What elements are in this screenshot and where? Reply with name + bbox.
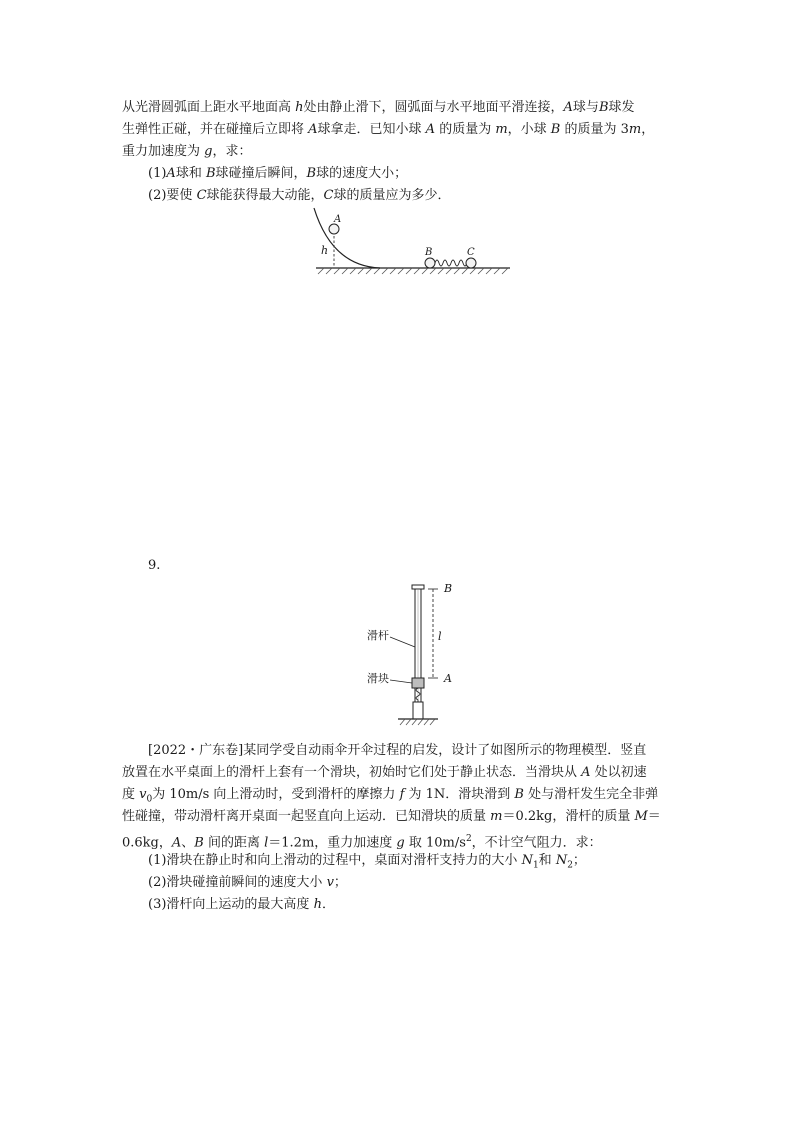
ground [316,268,510,274]
label-rod: 滑杆 [367,629,389,642]
label-b: B [425,247,433,258]
rod-cap [412,585,424,589]
p8-line-1: 从光滑圆弧面上距水平地面高 h处由静止滑下，圆弧面与水平地面平滑连接，A球与B球发 [122,100,635,115]
p9-line-3: 度 $v_0$为 10m/s 向上滑动时，受到滑杆的摩擦力 f 为 1N．滑块滑到 B 处与滑杆发生完全非弹 [122,787,659,805]
ball-c [466,258,476,268]
arc-surface [314,208,380,268]
label-a: A [444,672,452,685]
ball-a [329,224,339,234]
slide-block [412,678,424,688]
p8-line-3: 重力加速度为 g，求： [122,144,252,159]
p9-question-3: (3)滑杆向上运动的最大高度 h． [148,897,335,912]
p9-line-2: 放置在水平桌面上的滑杆上套有一个滑块，初始时它们处于静止状态．当滑块从 A 处以初速 [122,765,647,780]
p9-line-4: 性碰撞，带动滑杆离开桌面一起竖直向上运动．已知滑块的质量 m＝0.2kg，滑杆的质量 M＝ [122,809,661,824]
label-c: C [467,247,475,258]
p9-question-2: (2)滑块碰撞前瞬间的速度大小 v； [148,875,347,890]
p9-line-1: [2022・广东卷]某同学受自动雨伞开伞过程的启发，设计了如图所示的物理模型．竖直 [148,743,647,758]
p9-number: 9. [148,558,161,573]
p8-line-2: 生弹性正碰，并在碰撞后立即将 A球拿走．已知小球 A 的质量为 m，小球 B 的质量为 3m， [122,122,655,137]
ball-b [425,258,435,268]
p9-question-1: (1)滑块在静止时和向上滑动的过程中，桌面对滑杆支持力的大小 $N_1$和 $N_2$； [148,853,586,871]
rod-base [413,702,423,719]
p8-question-1: (1)A球和 B球碰撞后瞬间，B球的速度大小； [148,166,408,181]
p9-figure [360,578,470,728]
label-h: h [321,244,329,257]
label-b: B [444,582,453,595]
label-l: l [438,630,442,643]
p8-question-2: (2)要使 C球能获得最大动能，C球的质量应为多少． [148,188,451,203]
p8-figure [310,206,514,278]
p9-line-5: 0.6kg，A、B 间的距离 l＝1.2m，重力加速度 g 取 $10m/s^2$，不计空气阻力．求： [122,834,602,851]
label-block: 滑块 [367,672,389,685]
spring [435,260,468,266]
label-a: A [334,214,342,225]
